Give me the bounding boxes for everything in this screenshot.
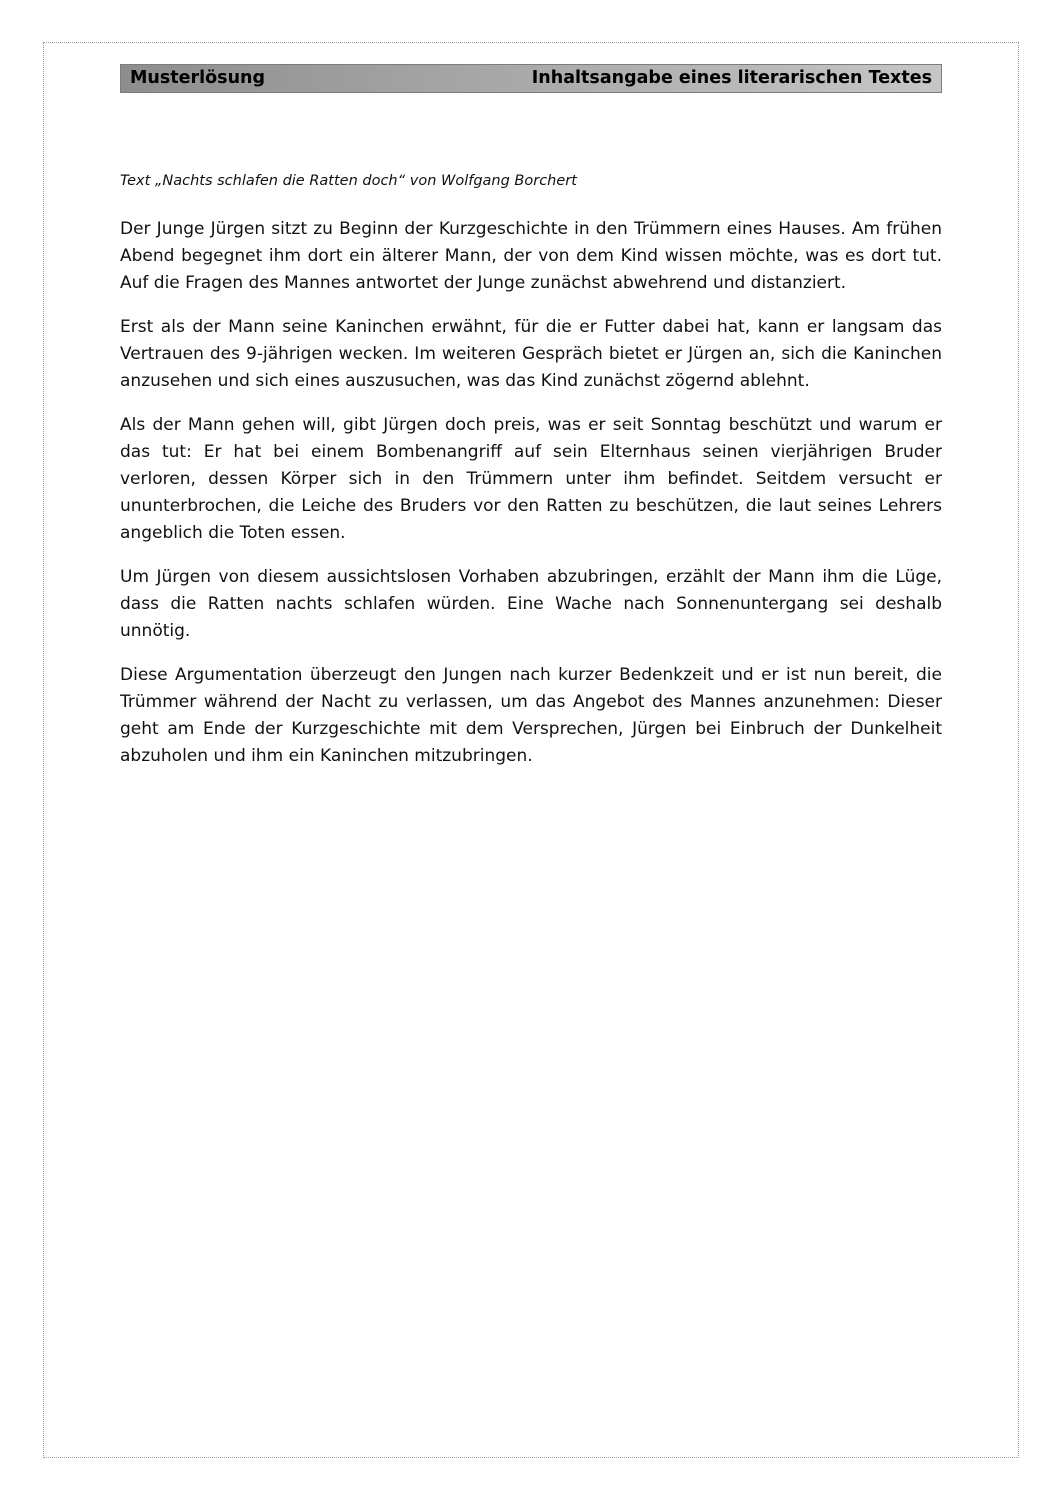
paragraph-4: Um Jürgen von diesem aussichtslosen Vorhaben abzubringen, erzählt der Mann ihm die Lüge, dass die Ratten nachts schlafen würden. Eine Wache nach Sonnenuntergang sei deshalb unnötig. bbox=[120, 567, 942, 641]
header-left-title: Musterlösung bbox=[130, 68, 266, 88]
paragraph-5: Diese Argumentation überzeugt den Jungen nach kurzer Bedenkzeit und er ist nun bereit, die Trümmer während der Nacht zu verlassen, um das Angebot des Mannes anzunehmen: Dieser geht am Ende der Kurzgeschichte mit dem Versprechen, Jürgen bei Einbruch der Dunkelheit abzuholen und ihm ein Kaninchen mitzubringen. bbox=[120, 665, 942, 766]
page-content bbox=[120, 64, 942, 787]
paragraph-3: Als der Mann gehen will, gibt Jürgen doch preis, was er seit Sonntag beschützt und warum er das tut: Er hat bei einem Bombenangriff auf sein Elternhaus seinen vierjährigen Bruder verloren, dessen Körper sich in den Trümmern unter ihm befindet. Seitdem versucht er ununterbrochen, die Leiche des Bruders vor den Ratten zu beschützen, die laut seines Lehrers angeblich die Toten essen. bbox=[120, 415, 942, 543]
header-bar bbox=[120, 64, 942, 93]
summary-text bbox=[120, 216, 942, 770]
paragraph-2: Erst als der Mann seine Kaninchen erwähnt, für die er Futter dabei hat, kann er langsam das Vertrauen des 9-jährigen wecken. Im weiteren Gespräch bietet er Jürgen an, sich die Kaninchen anzusehen und sich eines auszusuchen, was das Kind zunächst zögernd ablehnt. bbox=[120, 317, 942, 391]
header-right-title: Inhaltsangabe eines literarischen Textes bbox=[531, 68, 932, 88]
text-source-line: Text „Nachts schlafen die Ratten doch“ von Wolfgang Borchert bbox=[120, 173, 577, 189]
paragraph-1: Der Junge Jürgen sitzt zu Beginn der Kurzgeschichte in den Trümmern eines Hauses. Am frühen Abend begegnet ihm dort ein älterer Mann, der von dem Kind wissen möchte, was es dort tut. Auf die Fragen des Mannes antwortet der Junge zunächst abwehrend und distanziert. bbox=[120, 219, 942, 293]
